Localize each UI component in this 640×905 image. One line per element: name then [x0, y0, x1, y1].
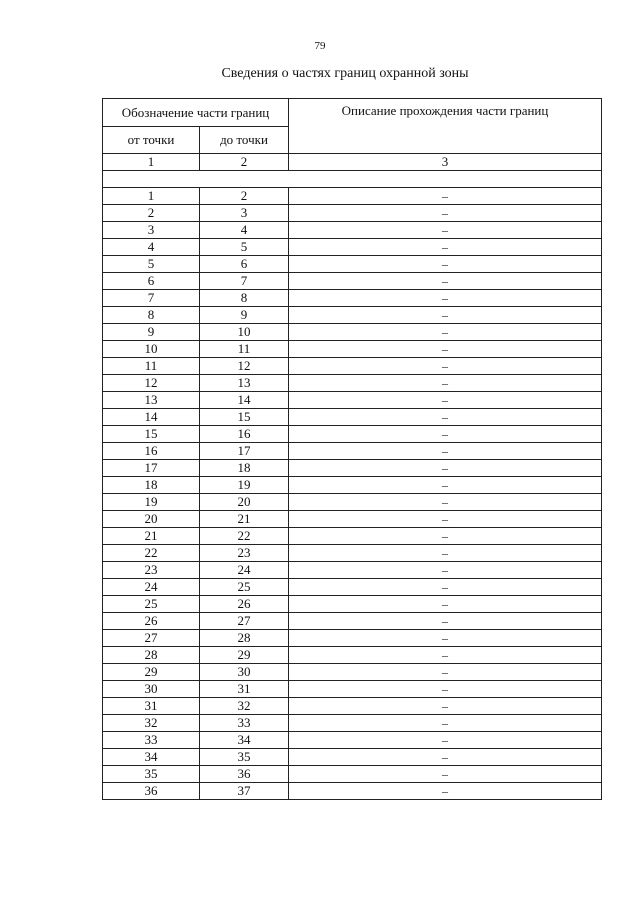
from-point-cell: 9 [103, 324, 200, 341]
from-point-cell: 31 [103, 698, 200, 715]
from-point-cell: 30 [103, 681, 200, 698]
to-point-cell: 15 [200, 409, 289, 426]
table-row [103, 375, 602, 392]
description-cell: – [289, 494, 602, 511]
description-cell: – [289, 290, 602, 307]
to-point-cell: 11 [200, 341, 289, 358]
table-row [103, 749, 602, 766]
description-cell: – [289, 426, 602, 443]
description-cell: – [289, 409, 602, 426]
table-row [103, 630, 602, 647]
table-row [103, 290, 602, 307]
from-point-cell: 20 [103, 511, 200, 528]
description-cell: – [289, 562, 602, 579]
empty-cell [103, 171, 602, 188]
from-point-cell: 10 [103, 341, 200, 358]
boundary-designation-header: Обозначение части границ [103, 99, 289, 127]
description-cell: – [289, 528, 602, 545]
table-row [103, 239, 602, 256]
description-cell: – [289, 630, 602, 647]
to-point-cell: 33 [200, 715, 289, 732]
to-point-cell: 9 [200, 307, 289, 324]
to-point-cell: 8 [200, 290, 289, 307]
table-row [103, 528, 602, 545]
from-point-cell: 16 [103, 443, 200, 460]
table-row [103, 222, 602, 239]
description-cell: – [289, 358, 602, 375]
table-row [103, 409, 602, 426]
description-cell: – [289, 681, 602, 698]
from-point-cell: 18 [103, 477, 200, 494]
from-point-cell: 12 [103, 375, 200, 392]
to-point-cell: 3 [200, 205, 289, 222]
boundary-parts-table [102, 98, 602, 800]
from-point-cell: 29 [103, 664, 200, 681]
description-cell: – [289, 460, 602, 477]
to-point-cell: 35 [200, 749, 289, 766]
table-row [103, 205, 602, 222]
to-point-cell: 22 [200, 528, 289, 545]
to-point-cell: 34 [200, 732, 289, 749]
column-number-row [103, 154, 602, 171]
to-point-cell: 37 [200, 783, 289, 800]
to-point-cell: 27 [200, 613, 289, 630]
to-point-cell: 20 [200, 494, 289, 511]
from-point-cell: 28 [103, 647, 200, 664]
to-point-cell: 17 [200, 443, 289, 460]
from-point-cell: 2 [103, 205, 200, 222]
table-row [103, 732, 602, 749]
from-point-cell: 26 [103, 613, 200, 630]
description-cell: – [289, 715, 602, 732]
header-row [103, 99, 602, 127]
table-row [103, 766, 602, 783]
description-cell: – [289, 222, 602, 239]
to-point-cell: 6 [200, 256, 289, 273]
description-cell: – [289, 732, 602, 749]
from-point-cell: 11 [103, 358, 200, 375]
description-cell: – [289, 375, 602, 392]
to-point-cell: 5 [200, 239, 289, 256]
to-point-cell: 24 [200, 562, 289, 579]
table-row [103, 273, 602, 290]
description-cell: – [289, 664, 602, 681]
table-row [103, 681, 602, 698]
from-point-cell: 32 [103, 715, 200, 732]
description-header: Описание прохождения части границ [289, 99, 602, 154]
from-point-cell: 13 [103, 392, 200, 409]
table-row [103, 494, 602, 511]
description-cell: – [289, 239, 602, 256]
from-point-cell: 15 [103, 426, 200, 443]
to-point-cell: 32 [200, 698, 289, 715]
table-row [103, 477, 602, 494]
to-point-cell: 30 [200, 664, 289, 681]
to-point-cell: 12 [200, 358, 289, 375]
to-point-cell: 23 [200, 545, 289, 562]
from-point-cell: 3 [103, 222, 200, 239]
table-row [103, 392, 602, 409]
table-row [103, 443, 602, 460]
description-cell: – [289, 341, 602, 358]
description-cell: – [289, 579, 602, 596]
description-cell: – [289, 698, 602, 715]
table-row [103, 664, 602, 681]
from-point-cell: 4 [103, 239, 200, 256]
to-point-cell: 4 [200, 222, 289, 239]
from-point-cell: 35 [103, 766, 200, 783]
description-cell: – [289, 647, 602, 664]
description-cell: – [289, 188, 602, 205]
table-row [103, 579, 602, 596]
table-row [103, 698, 602, 715]
table-row [103, 647, 602, 664]
table-row [103, 783, 602, 800]
to-point-header: до точки [200, 127, 289, 154]
to-point-cell: 28 [200, 630, 289, 647]
table-row [103, 188, 602, 205]
from-point-cell: 7 [103, 290, 200, 307]
table-row [103, 511, 602, 528]
description-cell: – [289, 273, 602, 290]
table-row [103, 596, 602, 613]
to-point-cell: 14 [200, 392, 289, 409]
column-number: 3 [289, 154, 602, 171]
table-row [103, 307, 602, 324]
from-point-cell: 27 [103, 630, 200, 647]
description-cell: – [289, 749, 602, 766]
from-point-cell: 8 [103, 307, 200, 324]
from-point-cell: 22 [103, 545, 200, 562]
to-point-cell: 19 [200, 477, 289, 494]
to-point-cell: 18 [200, 460, 289, 477]
to-point-cell: 36 [200, 766, 289, 783]
to-point-cell: 26 [200, 596, 289, 613]
table-row [103, 545, 602, 562]
column-number: 2 [200, 154, 289, 171]
to-point-cell: 16 [200, 426, 289, 443]
from-point-cell: 14 [103, 409, 200, 426]
table-row [103, 562, 602, 579]
from-point-cell: 25 [103, 596, 200, 613]
description-cell: – [289, 596, 602, 613]
from-point-header: от точки [103, 127, 200, 154]
from-point-cell: 1 [103, 188, 200, 205]
from-point-cell: 21 [103, 528, 200, 545]
to-point-cell: 25 [200, 579, 289, 596]
from-point-cell: 34 [103, 749, 200, 766]
table-row [103, 256, 602, 273]
description-cell: – [289, 392, 602, 409]
column-number: 1 [103, 154, 200, 171]
empty-row [103, 171, 602, 188]
document-title: Сведения о частях границ охранной зоны [221, 66, 469, 81]
to-point-cell: 13 [200, 375, 289, 392]
description-cell: – [289, 766, 602, 783]
to-point-cell: 10 [200, 324, 289, 341]
from-point-cell: 23 [103, 562, 200, 579]
table-row [103, 324, 602, 341]
description-cell: – [289, 545, 602, 562]
to-point-cell: 21 [200, 511, 289, 528]
description-cell: – [289, 783, 602, 800]
to-point-cell: 29 [200, 647, 289, 664]
to-point-cell: 31 [200, 681, 289, 698]
from-point-cell: 36 [103, 783, 200, 800]
description-cell: – [289, 256, 602, 273]
from-point-cell: 24 [103, 579, 200, 596]
to-point-cell: 7 [200, 273, 289, 290]
from-point-cell: 17 [103, 460, 200, 477]
from-point-cell: 19 [103, 494, 200, 511]
description-cell: – [289, 511, 602, 528]
table-row [103, 426, 602, 443]
from-point-cell: 5 [103, 256, 200, 273]
table-row [103, 341, 602, 358]
table-row [103, 613, 602, 630]
description-cell: – [289, 613, 602, 630]
description-cell: – [289, 477, 602, 494]
table-row [103, 715, 602, 732]
from-point-cell: 6 [103, 273, 200, 290]
description-cell: – [289, 307, 602, 324]
description-cell: – [289, 324, 602, 341]
from-point-cell: 33 [103, 732, 200, 749]
table-row [103, 460, 602, 477]
table-row [103, 358, 602, 375]
description-cell: – [289, 443, 602, 460]
page-number: 79 [314, 40, 326, 52]
to-point-cell: 2 [200, 188, 289, 205]
description-cell: – [289, 205, 602, 222]
